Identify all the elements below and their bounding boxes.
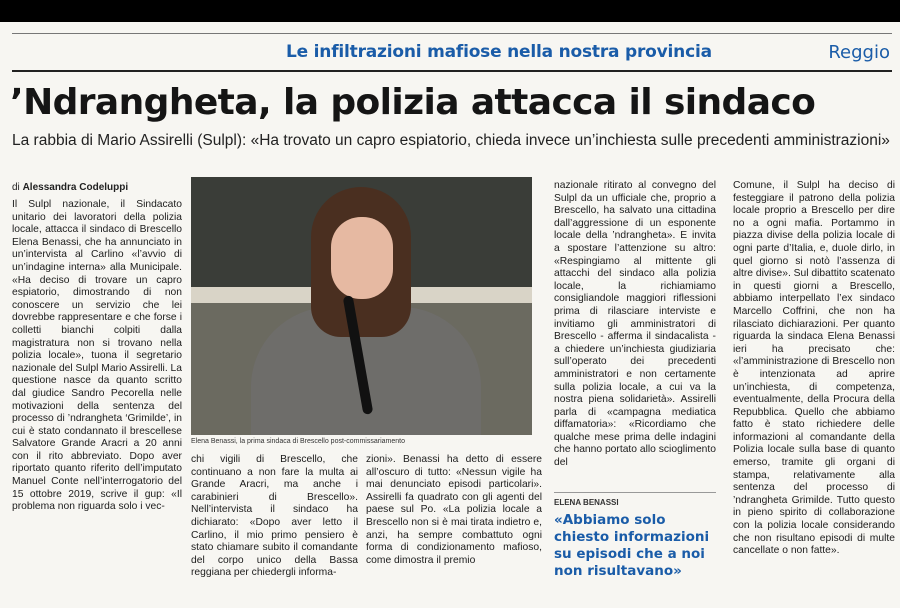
photo-caption: Elena Benassi, la prima sindaca di Brescello post-commissariamento <box>191 438 405 445</box>
photo-elena-benassi <box>191 177 532 435</box>
article-column-4: nazionale ritirato al convegno del Sulpl da un ufficiale che, proprio a Brescello, ha salvato una cittadina dall’aggressione di un esponente locale della ’ndrangheta». E invita a spostare l’attenzione su altro: «Respingiamo al mittente gli attacchi del sindaco alla polizia locale, la richiamiamo consigliandole maggiori riflessioni prima di rilasciare interviste e invitiamo gli amministratori di Brescello - afferma il sindacalista - a chiedere un’inchiesta giudiziaria sull’operato dei precedenti amministratori e non certamente sulla polizia locale, a cui va la nostra piena solidarietà». Assirelli parla di «campagna mediatica diffamatoria»: «Ricordiamo che qualche mese prima delle indagini che hanno portato allo scioglimento del <box>554 180 716 469</box>
headline: ’Ndrangheta, la polizia attacca il sindaco <box>10 82 816 123</box>
newspaper-page <box>0 22 900 608</box>
byline-prefix: di <box>12 182 20 193</box>
pull-quote: «Abbiamo solo chiesto informazioni su episodi che a noi non risultavano» <box>554 512 710 579</box>
top-rule <box>12 33 892 34</box>
header-rule <box>12 70 892 72</box>
article-column-5: Comune, il Sulpl ha deciso di festeggiare il patrono della polizia locale proprio a Brescello per dire no a ogni mafia. Portammo in piazza divise della polizia locale di ogni parte d’Italia, e, duole dirlo, in quel giorno si notò l’assenza di altre divise». Sul dibattito scatenato in questi giorni a Brescello, abbiamo interpellato l’ex sindaco Marcello Coffrini, che non ha rilasciato dichiarazioni. Per quanto riguarda la sindaca Elena Benassi ieri ha precisato che: «l’amministrazione di Brescello non è intenzionata ad aprire un’inchiesta, di competenza, eventualmente, della Procura della Repubblica. Quello che abbiamo fatto è stato richiedere delle informazioni al comandante della Polizia locale sulla base di quanto emerso, tramite gli organi di stampa, relativamente alla sentenza del processo di ’ndrangheta Grimilde. Tutto questo in pieno spirito di collaborazione con la polizia locale considerando che non risultano episodi di multe cancellate o non fatte». <box>733 180 895 557</box>
section-label: Reggio <box>828 42 890 63</box>
quote-rule <box>554 492 716 493</box>
article-column-3: zioni». Benassi ha detto di essere all’oscuro di tutto: «Nessun vigile ha mai denunciato episodi particolari». Assirelli fa quadrato con gli agenti del paese sul Po. «La polizia locale a Brescello non si è mai tirata indietro e, anzi, ha sempre combattuto ogni forma di condizionamento mafioso, come dimostra il premio <box>366 454 542 566</box>
byline-author: Alessandra Codeluppi <box>22 182 129 193</box>
quote-author: ELENA BENASSI <box>554 498 619 507</box>
article-column-2: chi vigili di Brescello, che continuano a non fare la multa ai Grande Aracri, ma anche i carabinieri di Brescello». Nell’intervista il sindaco ha dichiarato: «Dopo aver letto il Carlino, il mio primo pensiero è stato chiamare subito il comandante del corpo unico della Bassa reggiana per chiedergli informa- <box>191 454 358 579</box>
article-column-1: Il Sulpl nazionale, il Sindacato unitario dei lavoratori della polizia locale, attacca il sindaco di Brescello Elena Benassi, che ha annunciato in un’intervista al Carlino «l’avvio di un’indagine interna» alla Municipale. «Ha deciso di trovare un capro espiatorio, dimostrando di non conoscere un servizio che lei dovrebbe rappresentare e che forse i colletti bianchi colpiti dalla magistratura non si trovano nella polizia locale», tuona il segretario nazionale del Sulpl Mario Assirelli. La questione nasce da quanto scritto dal giudice Sandro Pecorella nelle motivazioni della sentenza del processo di ’ndrangheta ‘Grimilde’, in cui è stato condannato il brescellese Salvatore Grande Aracri a 20 anni con il rito abbreviato. Dopo aver riportato quanto riferito dell’imputato Manuel Conte nell’interrogatorio del 15 ottobre 2019, scrive il gup: «Il problema non riguarda solo i vec- <box>12 199 182 513</box>
subhead: La rabbia di Mario Assirelli (Sulpl): «Ha trovato un capro espiatorio, chieda invece un’inchiesta sulle precedenti amministrazioni» <box>12 132 890 149</box>
byline <box>12 182 128 193</box>
kicker: Le infiltrazioni mafiose nella nostra provincia <box>286 42 712 62</box>
